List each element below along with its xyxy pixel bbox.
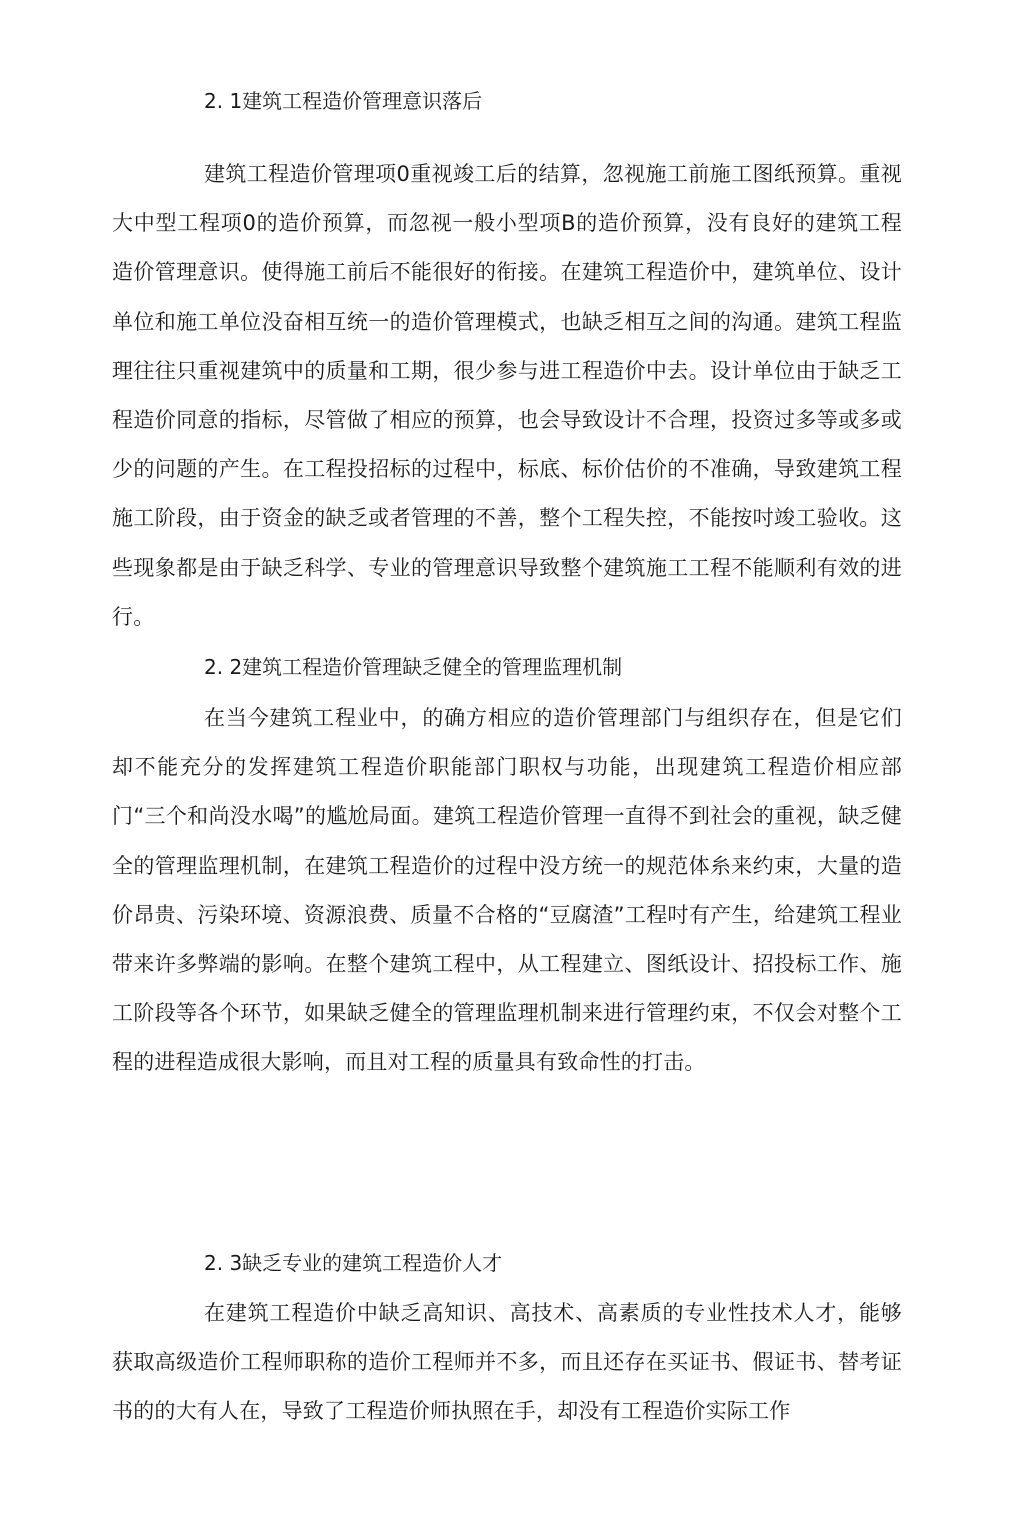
- section-heading-2-2: 2. 2建筑工程造价管理缺乏健全的管理监理机制: [204, 655, 623, 679]
- section-heading-2-3: 2. 3缺乏专业的建筑工程造价人才: [204, 1251, 503, 1275]
- section-heading-2-1: 2. 1建筑工程造价管理意识落后: [204, 89, 483, 113]
- section-body-2-3: 在建筑工程造价中缺乏高知识、高技术、高素质的专业性技术人才，能够获取高级造价工程师职称的造价工程师并不多，而且还存在买证书、假证书、替考证书的的大有人在，导致了工程造价师执照在手，却没有工程造价实际工作: [112, 1301, 902, 1424]
- section-body-2-1: 建筑工程造价管理项0重视竣工后的结算，忽视施工前施工图纸预算。重视大中型工程项0的造价预算，而忽视一般小型项B的造价预算，没有良好的建筑工程造价管理意识。使得施工前后不能很好的衔接。在建筑工程造价中，建筑单位、设计单位和施工单位没奋相互统一的造价管理模式，也缺乏相互之间的沟通。建筑工程监理往往只重视建筑中的质量和工期，很少参与进工程造价中去。设计单位由于缺乏工程造价同意的指标，尽管做了相应的预算，也会导致设计不合理，投资过多等或多或少的问题的产生。在工程投招标的过程中，标底、标价估价的不准确，导致建筑工程施工阶段，由于资金的缺乏或者管理的不善，整个工程失控，不能按吋竣工验收。这些现象都是由于缺乏科学、专业的管理意识导致整个建筑施工工程不能顺利有效的进行。: [112, 162, 902, 629]
- section-body-2-2: 在当今建筑工程业中，的确方相应的造价管理部门与组织存在，但是它们却不能充分的发挥建筑工程造价职能部门职权与功能，出现建筑工程造价相应部门“三个和尚没水喝”的尴尬局面。建筑工程造价管理一直得不到社会的重视，缺乏健全的管理监理机制，在建筑工程造价的过程中没方统一的规范体糸来约束，大量的造价昂贵、污染环境、资源浪费、质量不合格的“豆腐渣”工程吋有产生，给建筑工程业带来许多弊端的影响。在整个建筑工程中，从工程建立、图纸设计、招投标工作、施工阶段等各个环节，如果缺乏健全的管理监理机制来进行管理约束，不仅会对整个工程的进程造成很大影响，而且对工程的质量具有致命性的打击。: [112, 706, 902, 1075]
